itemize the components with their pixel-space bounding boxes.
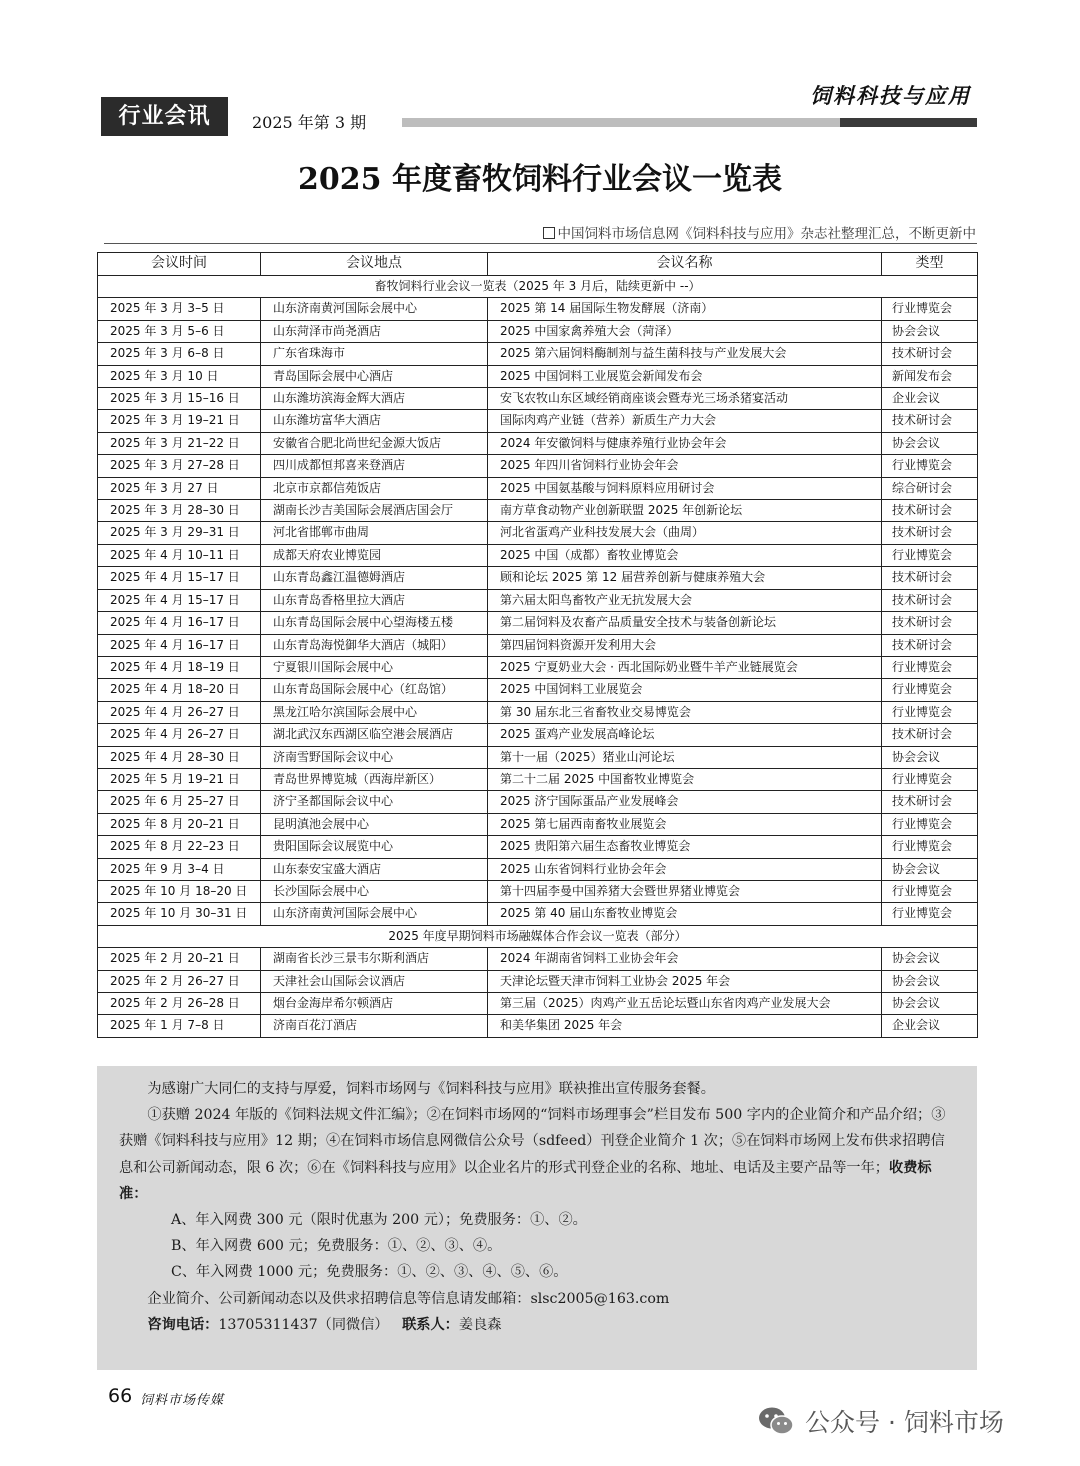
cell-name: 2025 济宁国际蛋品产业发展峰会	[488, 791, 882, 813]
cell-name: 2024 年湖南省饲料工业协会年会	[488, 948, 882, 970]
cell-time: 2025 年 3 月 6–8 日	[98, 343, 261, 365]
option-b: B、年入网费 600 元；免费服务：①、②、③、④。	[171, 1238, 502, 1255]
source-text: 中国饲料市场信息网《饲料科技与应用》杂志社整理汇总，不断更新中	[557, 226, 976, 242]
option-c: C、年入网费 1000 元；免费服务：①、②、③、④、⑤、⑥。	[171, 1264, 568, 1281]
section-title: 畜牧饲料行业会议一览表（2025 年 3 月后，陆续更新中 --）	[98, 276, 978, 298]
cell-location: 黑龙江哈尔滨国际会展中心	[261, 701, 488, 723]
section-tag: 行业会讯	[101, 97, 228, 136]
table-row	[98, 544, 978, 566]
table-row	[98, 567, 978, 589]
cell-time: 2025 年 3 月 5–6 日	[98, 320, 261, 342]
cell-type: 行业博览会	[882, 880, 978, 902]
cell-type: 行业博览会	[882, 836, 978, 858]
cell-name: 和美华集团 2025 年会	[488, 1015, 882, 1037]
cell-type: 行业博览会	[882, 701, 978, 723]
cell-type: 企业会议	[882, 1015, 978, 1037]
cell-name: 第二十二届 2025 中国畜牧业博览会	[488, 768, 882, 790]
cell-time: 2025 年 4 月 18–19 日	[98, 656, 261, 678]
cell-location: 四川成都恒邦喜来登酒店	[261, 455, 488, 477]
cell-time: 2025 年 4 月 15–17 日	[98, 589, 261, 611]
cell-time: 2025 年 4 月 28–30 日	[98, 746, 261, 768]
table-row	[98, 522, 978, 544]
phone-label: 咨询电话：	[147, 1316, 219, 1333]
table-row	[98, 634, 978, 656]
email-line: 企业简介、公司新闻动态以及供求招聘信息等信息请发邮箱：slsc2005@163.com	[147, 1290, 670, 1307]
cell-time: 2025 年 3 月 29–31 日	[98, 522, 261, 544]
cell-name: 2025 山东省饲料行业协会年会	[488, 858, 882, 880]
cell-time: 2025 年 3 月 3–5 日	[98, 298, 261, 320]
header-time: 会议时间	[98, 253, 261, 276]
cell-name: 2025 中国氨基酸与饲料原料应用研讨会	[488, 477, 882, 499]
cell-time: 2025 年 3 月 15–16 日	[98, 388, 261, 410]
section-row	[98, 276, 978, 298]
cell-name: 第六届太阳鸟畜牧产业无抗发展大会	[488, 589, 882, 611]
table-row	[98, 589, 978, 611]
cell-time: 2025 年 3 月 19–21 日	[98, 410, 261, 432]
header-location: 会议地点	[261, 253, 488, 276]
cell-name: 顾和论坛 2025 第 12 届营养创新与健康养殖大会	[488, 567, 882, 589]
checkbox-icon	[543, 227, 555, 239]
table-row	[98, 477, 978, 499]
cell-name: 第二届饲料及农畜产品质量安全技术与装备创新论坛	[488, 612, 882, 634]
table-body	[98, 276, 978, 1038]
table-header-row	[98, 253, 978, 276]
table-row	[98, 746, 978, 768]
cell-name: 2025 第七届西南畜牧业展览会	[488, 813, 882, 835]
promo-box	[97, 1066, 977, 1370]
header-name: 会议名称	[488, 253, 882, 276]
cell-time: 2025 年 2 月 26–28 日	[98, 993, 261, 1015]
cell-type: 技术研讨会	[882, 522, 978, 544]
table-row	[98, 679, 978, 701]
cell-location: 河北省邯郸市曲周	[261, 522, 488, 544]
cell-time: 2025 年 3 月 27 日	[98, 477, 261, 499]
cell-name: 第三届（2025）肉鸡产业五岳论坛暨山东省肉鸡产业发展大会	[488, 993, 882, 1015]
header-rule	[402, 118, 840, 127]
section-title: 2025 年度早期饲料市场融媒体合作会议一览表（部分）	[98, 925, 978, 947]
cell-location: 山东青岛国际会展中心望海楼五楼	[261, 612, 488, 634]
cell-location: 广东省珠海市	[261, 343, 488, 365]
journal-name: 饲料科技与应用	[810, 83, 971, 108]
cell-type: 行业博览会	[882, 544, 978, 566]
table-row	[98, 298, 978, 320]
table-row	[98, 768, 978, 790]
cell-name: 2025 年四川省饲料行业协会年会	[488, 455, 882, 477]
cell-name: 国际肉鸡产业链（营养）新质生产力大会	[488, 410, 882, 432]
cell-type: 企业会议	[882, 388, 978, 410]
cell-time: 2025 年 4 月 26–27 日	[98, 701, 261, 723]
table-row	[98, 320, 978, 342]
cell-location: 贵阳国际会议展览中心	[261, 836, 488, 858]
table-row	[98, 880, 978, 902]
cell-type: 行业博览会	[882, 298, 978, 320]
table-row	[98, 1015, 978, 1037]
promo-body	[119, 1102, 955, 1207]
table-row	[98, 903, 978, 925]
table-row	[98, 343, 978, 365]
contact-line	[119, 1312, 955, 1338]
cell-location: 山东青岛国际会展中心（红岛馆）	[261, 679, 488, 701]
cell-type: 协会会议	[882, 993, 978, 1015]
contact-label: 联系人：	[402, 1316, 459, 1333]
wechat-text: 公众号 · 饲料市场	[805, 1408, 1004, 1437]
cell-name: 河北省蛋鸡产业科技发展大会（曲周）	[488, 522, 882, 544]
cell-location: 山东青岛海悦御华大酒店（城阳）	[261, 634, 488, 656]
table-row	[98, 365, 978, 387]
cell-location: 烟台金海岸希尔顿酒店	[261, 993, 488, 1015]
table-row	[98, 791, 978, 813]
cell-type: 行业博览会	[882, 903, 978, 925]
cell-time: 2025 年 2 月 26–27 日	[98, 970, 261, 992]
cell-location: 山东济南黄河国际会展中心	[261, 298, 488, 320]
cell-location: 济南百花汀酒店	[261, 1015, 488, 1037]
section-row	[98, 925, 978, 947]
cell-time: 2025 年 3 月 10 日	[98, 365, 261, 387]
cell-name: 2025 第 40 届山东畜牧业博览会	[488, 903, 882, 925]
wechat-icon	[757, 1406, 795, 1436]
page-title: 2025 年度畜牧饲料行业会议一览表	[298, 162, 782, 197]
cell-time: 2025 年 4 月 26–27 日	[98, 724, 261, 746]
cell-time: 2025 年 3 月 21–22 日	[98, 432, 261, 454]
cell-time: 2025 年 8 月 20–21 日	[98, 813, 261, 835]
cell-time: 2025 年 10 月 30–31 日	[98, 903, 261, 925]
header-rule-accent	[840, 118, 977, 127]
cell-time: 2025 年 10 月 18–20 日	[98, 880, 261, 902]
cell-time: 2025 年 4 月 16–17 日	[98, 612, 261, 634]
fee-label: 收费标准：	[119, 1159, 932, 1202]
cell-type: 技术研讨会	[882, 589, 978, 611]
cell-location: 山东青岛香格里拉大酒店	[261, 589, 488, 611]
cell-type: 综合研讨会	[882, 477, 978, 499]
cell-location: 成都天府农业博览园	[261, 544, 488, 566]
cell-type: 技术研讨会	[882, 634, 978, 656]
cell-name: 南方草食动物产业创新联盟 2025 年创新论坛	[488, 500, 882, 522]
table-row	[98, 993, 978, 1015]
cell-time: 2025 年 4 月 16–17 日	[98, 634, 261, 656]
cell-type: 协会会议	[882, 320, 978, 342]
cell-location: 山东济南黄河国际会展中心	[261, 903, 488, 925]
table-row	[98, 500, 978, 522]
cell-type: 行业博览会	[882, 455, 978, 477]
table-row	[98, 858, 978, 880]
cell-time: 2025 年 3 月 27–28 日	[98, 455, 261, 477]
cell-location: 湖南长沙吉美国际会展酒店国会厅	[261, 500, 488, 522]
table-row	[98, 813, 978, 835]
cell-time: 2025 年 1 月 7–8 日	[98, 1015, 261, 1037]
promo-body-text: ①获赠 2024 年版的《饲料法规文件汇编》；②在饲料市场网的“饲料市场理事会”栏目发布 500 字内的企业简介和产品介绍；③获赠《饲料科技与应用》12 期；④在饲料市场信息网微信公众号（sdfeed）刊登企业简介 1 次；⑤在饲料市场网上发布供求招聘信息和公司新闻动态，限 6 次；⑥在《饲料科技与应用》以企业名片的形式刊登企业的名称、地址、电话及主要产品等一年；	[119, 1107, 946, 1176]
source-note	[543, 222, 977, 242]
cell-time: 2025 年 3 月 28–30 日	[98, 500, 261, 522]
cell-name: 2025 蛋鸡产业发展高峰论坛	[488, 724, 882, 746]
table-row	[98, 612, 978, 634]
cell-name: 2025 中国（成都）畜牧业博览会	[488, 544, 882, 566]
cell-type: 行业博览会	[882, 768, 978, 790]
contact-name: 姜良森	[458, 1316, 502, 1333]
cell-name: 2025 中国饲料工业展览会	[488, 679, 882, 701]
cell-name: 天津论坛暨天津市饲料工业协会 2025 年会	[488, 970, 882, 992]
cell-time: 2025 年 4 月 18–20 日	[98, 679, 261, 701]
cell-time: 2025 年 2 月 20–21 日	[98, 948, 261, 970]
table-row	[98, 656, 978, 678]
cell-type: 技术研讨会	[882, 724, 978, 746]
cell-location: 昆明滇池会展中心	[261, 813, 488, 835]
cell-location: 长沙国际会展中心	[261, 880, 488, 902]
cell-name: 2025 中国饲料工业展览会新闻发布会	[488, 365, 882, 387]
cell-time: 2025 年 5 月 19–21 日	[98, 768, 261, 790]
page-number: 66	[108, 1385, 133, 1407]
cell-location: 济南雪野国际会议中心	[261, 746, 488, 768]
phone-number: 13705311437（同微信）	[218, 1316, 389, 1333]
cell-type: 行业博览会	[882, 656, 978, 678]
cell-location: 湖南省长沙三景韦尔斯利酒店	[261, 948, 488, 970]
wechat-watermark	[757, 1403, 1004, 1439]
header-type: 类型	[882, 253, 978, 276]
cell-type: 协会会议	[882, 858, 978, 880]
cell-type: 技术研讨会	[882, 410, 978, 432]
cell-name: 2024 年安徽饲料与健康养殖行业协会年会	[488, 432, 882, 454]
cell-location: 湖北武汉东西湖区临空港会展酒店	[261, 724, 488, 746]
cell-type: 协会会议	[882, 970, 978, 992]
cell-type: 技术研讨会	[882, 791, 978, 813]
cell-location: 安徽省合肥北尚世纪金源大饭店	[261, 432, 488, 454]
cell-location: 青岛世界博览城（西海岸新区）	[261, 768, 488, 790]
cell-time: 2025 年 4 月 10–11 日	[98, 544, 261, 566]
table-row	[98, 701, 978, 723]
cell-name: 安飞农牧山东区域经销商座谈会暨寿光三场杀猪宴活动	[488, 388, 882, 410]
table-row	[98, 388, 978, 410]
cell-location: 山东泰安宝盛大酒店	[261, 858, 488, 880]
cell-type: 技术研讨会	[882, 500, 978, 522]
promo-intro: 为感谢广大同仁的支持与厚爱，饲料市场网与《饲料科技与应用》联袂推出宣传服务套餐。	[147, 1081, 715, 1097]
cell-name: 第十一届（2025）猪业山河论坛	[488, 746, 882, 768]
cell-location: 山东潍坊滨海金辉大酒店	[261, 388, 488, 410]
cell-type: 新闻发布会	[882, 365, 978, 387]
cell-location: 青岛国际会展中心酒店	[261, 365, 488, 387]
cell-type: 协会会议	[882, 432, 978, 454]
table-row	[98, 455, 978, 477]
issue-number: 2025 年第 3 期	[252, 113, 367, 132]
cell-time: 2025 年 4 月 15–17 日	[98, 567, 261, 589]
cell-name: 2025 第 14 届国际生物发酵展（济南）	[488, 298, 882, 320]
cell-name: 第十四届李曼中国养猪大会暨世界猪业博览会	[488, 880, 882, 902]
cell-name: 2025 中国家禽养殖大会（菏泽）	[488, 320, 882, 342]
cell-location: 天津社会山国际会议酒店	[261, 970, 488, 992]
publisher-name: 饲料市场传媒	[140, 1393, 225, 1408]
cell-time: 2025 年 6 月 25–27 日	[98, 791, 261, 813]
cell-name: 2025 第六届饲料酶制剂与益生菌科技与产业发展大会	[488, 343, 882, 365]
cell-type: 技术研讨会	[882, 612, 978, 634]
table-row	[98, 410, 978, 432]
cell-location: 山东青岛鑫江温德姆酒店	[261, 567, 488, 589]
table-row	[98, 432, 978, 454]
cell-type: 协会会议	[882, 948, 978, 970]
source-divider	[104, 243, 977, 244]
cell-type: 技术研讨会	[882, 343, 978, 365]
cell-location: 北京市京都信苑饭店	[261, 477, 488, 499]
cell-type: 行业博览会	[882, 679, 978, 701]
table-row	[98, 836, 978, 858]
cell-location: 山东潍坊富华大酒店	[261, 410, 488, 432]
cell-type: 技术研讨会	[882, 567, 978, 589]
table-row	[98, 970, 978, 992]
cell-name: 2025 宁夏奶业大会 · 西北国际奶业暨牛羊产业链展览会	[488, 656, 882, 678]
cell-type: 行业博览会	[882, 813, 978, 835]
cell-location: 宁夏银川国际会展中心	[261, 656, 488, 678]
table-row	[98, 724, 978, 746]
cell-time: 2025 年 8 月 22–23 日	[98, 836, 261, 858]
cell-name: 第 30 届东北三省畜牧业交易博览会	[488, 701, 882, 723]
cell-type: 协会会议	[882, 746, 978, 768]
option-a: A、年入网费 300 元（限时优惠为 200 元）；免费服务：①、②。	[171, 1212, 587, 1229]
cell-location: 济宁圣都国际会议中心	[261, 791, 488, 813]
table-row	[98, 948, 978, 970]
cell-location: 山东菏泽市尚尧酒店	[261, 320, 488, 342]
cell-name: 第四届饲料资源开发利用大会	[488, 634, 882, 656]
cell-time: 2025 年 9 月 3–4 日	[98, 858, 261, 880]
meeting-table	[97, 252, 978, 1038]
cell-name: 2025 贵阳第六届生态畜牧业博览会	[488, 836, 882, 858]
